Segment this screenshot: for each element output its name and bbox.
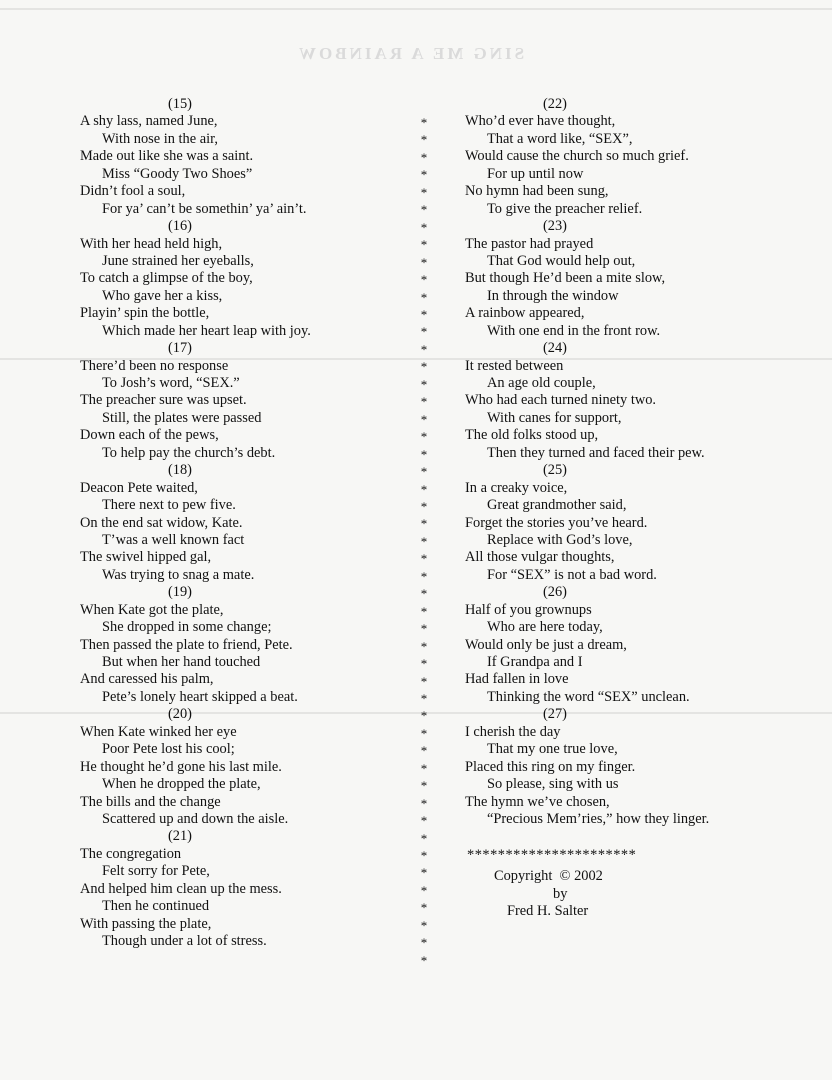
verse-line: With passing the plate, <box>80 915 212 932</box>
divider-star: * <box>420 795 428 811</box>
verse-line: An age old couple, <box>487 375 596 391</box>
fold-line-top <box>0 8 832 10</box>
verse-line: And caressed his palm, <box>80 671 214 688</box>
divider-star: * <box>420 429 428 445</box>
divider-star: * <box>420 725 428 741</box>
verse-line: Then he continued <box>102 898 210 915</box>
verse-line: For “SEX” is not a bad word. <box>487 566 657 583</box>
verse-line: Then they turned and faced their pew. <box>487 444 705 461</box>
stanza-number: (15) <box>168 96 192 112</box>
left-column <box>80 96 400 950</box>
stanza-number: (20) <box>168 706 192 723</box>
verse-line: Forget the stories you’ve heard. <box>465 514 648 531</box>
verse-line: “Precious Mem’ries,” how they linger. <box>487 810 710 827</box>
copyright-block <box>467 847 636 921</box>
verse-line: There’d been no response <box>80 357 229 374</box>
divider-star: * <box>420 394 428 410</box>
divider-star: * <box>420 237 428 253</box>
divider-star: * <box>420 359 428 375</box>
bleed-through-title: SING ME A RAINBOW <box>296 44 525 63</box>
verse-line: That God would help out, <box>487 252 636 269</box>
verse-line: On the end sat widow, Kate. <box>80 514 243 531</box>
verse-line: Thinking the word “SEX” unclean. <box>487 688 690 705</box>
verse-line: The congregation <box>80 845 182 862</box>
divider-star: * <box>420 272 428 288</box>
verse-line: Down each of the pews, <box>80 427 219 444</box>
verse-line: She dropped in some change; <box>102 619 272 636</box>
verse-line: Playin’ spin the bottle, <box>80 305 210 322</box>
verse-line: All those vulgar thoughts, <box>465 549 615 566</box>
verse-line: So please, sing with us <box>487 776 619 793</box>
stanza-number: (18) <box>168 462 192 479</box>
verse-line: There next to pew five. <box>102 497 236 514</box>
verse-line: With nose in the air, <box>102 130 218 147</box>
verse-line: If Grandpa and I <box>487 654 583 670</box>
divider-star: * <box>420 481 428 497</box>
verse-line: Still, the plates were passed <box>102 409 262 426</box>
divider-star: * <box>420 498 428 514</box>
verse-line: With canes for support, <box>487 409 622 426</box>
divider-star: * <box>420 830 428 846</box>
divider-star: * <box>420 882 428 898</box>
verse-line: Made out like she was a saint. <box>80 148 254 165</box>
stanza-number: (23) <box>543 218 567 235</box>
divider-star: * <box>420 533 428 549</box>
stanza-number: (21) <box>168 828 192 845</box>
divider-star: * <box>420 848 428 864</box>
divider-star: * <box>420 690 428 706</box>
verse-line: Great grandmother said, <box>487 497 627 514</box>
divider-star: * <box>420 952 428 968</box>
verse-line: Though under a lot of stress. <box>102 933 267 949</box>
verse-line: When he dropped the plate, <box>102 776 261 793</box>
verse-line: With one end in the front row. <box>487 322 661 339</box>
star-divider <box>418 114 430 969</box>
divider-star: * <box>420 446 428 462</box>
verse-line: Was trying to snag a mate. <box>102 566 255 583</box>
verse-line: Would only be just a dream, <box>465 636 627 653</box>
copyright-stars: ********************** <box>467 847 637 863</box>
divider-star: * <box>420 743 428 759</box>
divider-star: * <box>420 202 428 218</box>
verse-line: No hymn had been sung, <box>465 183 609 200</box>
verse-line: And helped him clean up the mess. <box>80 880 282 897</box>
verse-line: With her head held high, <box>80 235 223 252</box>
verse-line: That my one true love, <box>487 741 618 758</box>
divider-star: * <box>420 306 428 322</box>
divider-star: * <box>420 289 428 305</box>
verse-line: To give the preacher relief. <box>487 200 643 217</box>
verse-line: When Kate got the plate, <box>80 601 224 618</box>
divider-star: * <box>420 132 428 148</box>
verse-line: Who had each turned ninety two. <box>465 392 657 409</box>
copyright-author: Fred H. Salter <box>507 903 589 920</box>
verse-line: Half of you grownups <box>465 601 592 618</box>
divider-star: * <box>420 621 428 637</box>
verse-line: Who gave her a kiss, <box>102 287 223 304</box>
verse-line: For up until now <box>487 165 584 182</box>
verse-line: Would cause the church so much grief. <box>465 148 689 165</box>
verse-line: Scattered up and down the aisle. <box>102 810 289 827</box>
verse-line: Didn’t fool a soul, <box>80 183 186 200</box>
divider-star: * <box>420 638 428 654</box>
divider-star: * <box>420 149 428 165</box>
stanza-number: (27) <box>543 706 567 723</box>
divider-star: * <box>420 115 428 130</box>
verse-line: Pete’s lonely heart skipped a beat. <box>102 688 298 705</box>
verse-line: The pastor had prayed <box>465 235 594 252</box>
copyright-by: by <box>553 885 568 902</box>
verse-line: Who’d ever have thought, <box>465 113 616 130</box>
verse-line: Miss “Goody Two Shoes” <box>102 165 253 182</box>
divider-star: * <box>420 917 428 933</box>
stanza-number: (26) <box>543 584 567 601</box>
divider-star: * <box>420 184 428 200</box>
stanza-number: (24) <box>543 340 567 357</box>
verse-line: He thought he’d gone his last mile. <box>80 758 282 775</box>
verse-line: But when her hand touched <box>102 654 261 670</box>
divider-star: * <box>420 760 428 776</box>
divider-star: * <box>420 656 428 672</box>
divider-star: * <box>420 376 428 392</box>
verse-line: In a creaky voice, <box>465 479 568 496</box>
verse-line: I cherish the day <box>465 723 561 740</box>
stanza-number: (19) <box>168 584 192 601</box>
divider-star: * <box>420 254 428 270</box>
verse-line: June strained her eyeballs, <box>102 252 254 269</box>
divider-star: * <box>420 464 428 480</box>
divider-star: * <box>420 778 428 794</box>
copyright-line: Copyright © 2002 <box>494 868 603 885</box>
verse-line: Felt sorry for Pete, <box>102 863 210 880</box>
verse-line: Replace with God’s love, <box>487 531 633 548</box>
verse-line: Poor Pete lost his cool; <box>102 741 235 758</box>
divider-star: * <box>420 865 428 881</box>
divider-star: * <box>420 167 428 183</box>
verse-line: It rested between <box>465 357 564 374</box>
verse-line: To Josh’s word, “SEX.” <box>102 375 240 391</box>
divider-star: * <box>420 411 428 427</box>
divider-star: * <box>420 219 428 235</box>
verse-line: Which made her heart leap with joy. <box>102 322 311 339</box>
divider-star: * <box>420 708 428 724</box>
divider-star: * <box>420 813 428 829</box>
verse-line: That a word like, “SEX”, <box>487 130 633 147</box>
stanza-number: (17) <box>168 340 192 357</box>
verse-line: The old folks stood up, <box>465 427 599 444</box>
verse-line: Then passed the plate to friend, Pete. <box>80 636 293 653</box>
verse-line: When Kate winked her eye <box>80 723 237 740</box>
divider-star: * <box>420 603 428 619</box>
right-column <box>465 96 795 828</box>
divider-star: * <box>420 586 428 602</box>
verse-line: To help pay the church’s debt. <box>102 444 276 461</box>
verse-line: Had fallen in love <box>465 671 569 688</box>
verse-line: T’was a well known fact <box>102 531 245 548</box>
verse-line: Deacon Pete waited, <box>80 479 198 496</box>
verse-line: To catch a glimpse of the boy, <box>80 270 253 287</box>
verse-line: A shy lass, named June, <box>80 113 218 130</box>
divider-star: * <box>420 324 428 340</box>
verse-line: The bills and the change <box>80 793 221 810</box>
divider-star: * <box>420 935 428 951</box>
verse-line: But though He’d been a mite slow, <box>465 270 666 287</box>
divider-star: * <box>420 673 428 689</box>
verse-line: For ya’ can’t be somethin’ ya’ ain’t. <box>102 200 307 217</box>
verse-line: The preacher sure was upset. <box>80 392 247 409</box>
verse-line: Placed this ring on my finger. <box>465 758 636 775</box>
divider-star: * <box>420 551 428 567</box>
verse-line: Who are here today, <box>487 619 603 636</box>
verse-line: A rainbow appeared, <box>465 305 585 322</box>
divider-star: * <box>420 516 428 532</box>
stanza-number: (16) <box>168 218 192 235</box>
divider-star: * <box>420 900 428 916</box>
verse-line: In through the window <box>487 287 619 304</box>
stanza-number: (25) <box>543 462 567 479</box>
verse-line: The hymn we’ve chosen, <box>465 793 610 810</box>
divider-star: * <box>420 341 428 357</box>
divider-star: * <box>420 568 428 584</box>
verse-line: The swivel hipped gal, <box>80 549 212 566</box>
stanza-number: (22) <box>543 96 567 112</box>
